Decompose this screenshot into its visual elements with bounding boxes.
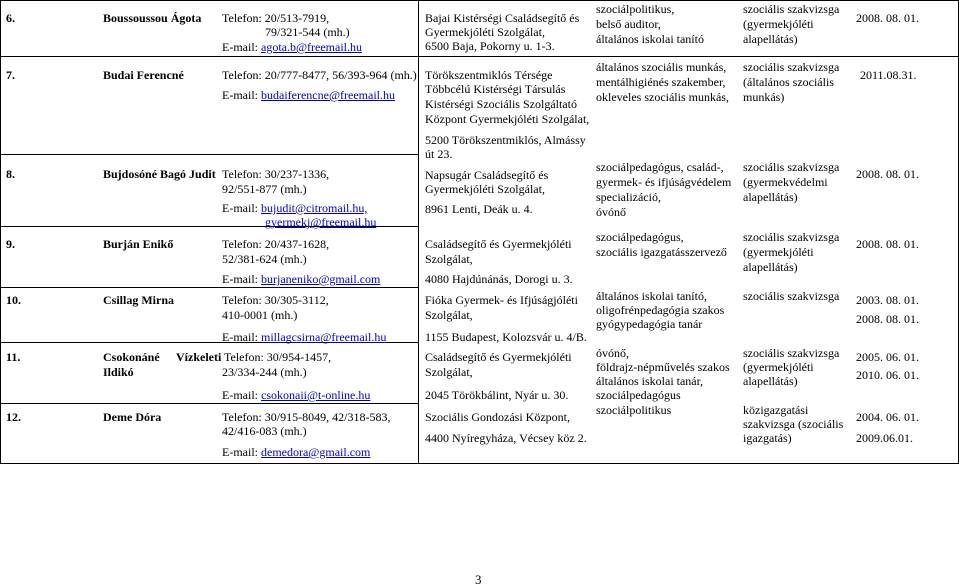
date: 2008. 08. 01. [856, 237, 919, 251]
qualification-line: specializáció, [596, 190, 661, 204]
email-link[interactable]: burjaneniko@gmail.com [261, 272, 381, 286]
address: 8961 Lenti, Deák u. 4. [425, 202, 533, 216]
exam-line: szakvizsga (szociális [743, 417, 844, 431]
row-number: 7. [6, 68, 15, 82]
row-number: 11. [6, 350, 21, 364]
qualification-line: szociálpedagógus, [596, 230, 684, 244]
qualification-line: szociálpedagógus, család-, [596, 160, 724, 174]
qualification-line: általános iskolai tanár, [596, 374, 704, 388]
exam-line: (gyermekvédelmi [743, 175, 828, 189]
row-divider [0, 56, 959, 57]
row-number: 8. [6, 167, 15, 181]
org-line: Szolgálat, [425, 365, 473, 379]
address: 2045 Törökbálint, Nyár u. 30. [425, 388, 569, 402]
column-divider [0, 0, 1, 464]
phone-line: Telefon: 20/513-7919, [222, 11, 330, 25]
person-name-line: Ildikó [103, 365, 134, 379]
qualification-line: általános iskolai tanító, [596, 289, 707, 303]
exam-line: (általános szociális [743, 75, 834, 89]
row-divider [0, 0, 959, 1]
email-field: E-mail: bujudit@citromail.hu, [222, 201, 368, 215]
org-line: Családsegítő és Gyermekjóléti [425, 237, 572, 251]
email-link[interactable]: demedora@gmail.com [261, 445, 371, 459]
date: 2011.08.31. [860, 68, 917, 82]
org-line: Szolgálat, [425, 252, 473, 266]
qualification-line: gyógypedagógia tanár [596, 317, 703, 331]
qualification-line: óvónő [596, 205, 626, 219]
row-number: 12. [6, 410, 21, 424]
qualification-line: szociálpedagógus [596, 388, 681, 402]
qualification-line: mentálhigiénés szakember, [596, 75, 726, 89]
exam-line: szociális szakvizsga [743, 230, 840, 244]
person-name: Bujdosóné Bagó Judit [103, 167, 216, 181]
org-line: Fióka Gyermek- és Ifjúságjóléti [425, 293, 578, 307]
phone-line: 42/416-083 (mh.) [222, 424, 307, 438]
email-link[interactable]: gyermekj@freemail.hu [265, 215, 377, 229]
row-number: 10. [6, 293, 21, 307]
email-link[interactable]: bujudit@citromail.hu, [261, 201, 368, 215]
exam-line: (gyermekjóléti [743, 360, 814, 374]
person-name: Boussoussou Ágota [103, 11, 202, 25]
person-name: Budai Ferencné [103, 68, 184, 82]
email-field: E-mail: csokonaii@t-online.hu [222, 388, 371, 402]
email-link[interactable]: budaiferencne@freemail.hu [261, 88, 395, 102]
qualification-line: általános szociális munkás, [596, 60, 727, 74]
row-divider [0, 154, 418, 155]
qualification-line: gyermek- és ifjúságvédelem [596, 175, 732, 189]
date: 2008. 08. 01. [856, 312, 919, 326]
person-name: Csillag Mirna [103, 293, 174, 307]
qualification-line: szociálpolitikus [596, 403, 672, 417]
person-name-line: Csokonáné [103, 350, 160, 364]
row-number: 6. [6, 11, 15, 25]
email-field: E-mail: millagcsirna@freemail.hu [222, 330, 387, 344]
email-field: E-mail: demedora@gmail.com [222, 445, 371, 459]
address: 6500 Baja, Pokorny u. 1-3. [425, 39, 555, 53]
exam-line: szociális szakvizsga [743, 60, 840, 74]
exam-line: szociális szakvizsga [743, 346, 840, 360]
qualification-line: óvónő, [596, 346, 629, 360]
qualification-line: földrajz-népművelés szakos [596, 360, 730, 374]
exam-line: igazgatás) [743, 431, 792, 445]
qualification-line: szociálpolitikus, [596, 2, 675, 16]
phone-line: 92/551-877 (mh.) [222, 182, 307, 196]
page-number: 3 [475, 572, 482, 587]
phone-line: Telefon: 30/305-3112, [222, 293, 329, 307]
phone-line: 410-0001 (mh.) [222, 308, 298, 322]
phone-line: Telefon: 20/777-8477, 56/393-964 (mh.) [222, 68, 417, 82]
date: 2010. 06. 01. [856, 368, 919, 382]
email-link[interactable]: millagcsirna@freemail.hu [261, 330, 387, 344]
date: 2009.06.01. [856, 431, 913, 445]
org-line: Gyermekjóléti Szolgálat, [425, 25, 545, 39]
date: 2008. 08. 01. [856, 167, 919, 181]
org-line: Családsegítő és Gyermekjóléti [425, 350, 572, 364]
person-name: Burján Enikő [103, 237, 174, 251]
exam-line: (gyermekjóléti [743, 245, 814, 259]
qualification-line: okleveles szociális munkás, [596, 90, 729, 104]
org-line: Központ Gyermekjóléti Szolgálat, [425, 112, 590, 126]
email-link[interactable]: csokonaii@t-online.hu [261, 388, 371, 402]
exam-line: közigazgatási [743, 403, 809, 417]
date: 2005. 06. 01. [856, 350, 919, 364]
address-line: út 23. [425, 147, 453, 161]
org-line: Szolgálat, [425, 308, 473, 322]
exam-line: (gyermekjóléti [743, 17, 814, 31]
phone-line: 52/381-624 (mh.) [222, 252, 307, 266]
qualification-line: belső auditor, [596, 17, 661, 31]
row-divider [0, 403, 418, 404]
org-line: Gyermekjóléti Szolgálat, [425, 182, 545, 196]
address-line: 5200 Törökszentmiklós, Almássy [425, 133, 586, 147]
row-divider [0, 287, 418, 288]
date: 2004. 06. 01. [856, 410, 919, 424]
row-number: 9. [6, 237, 15, 251]
person-name: Deme Dóra [103, 410, 162, 424]
phone-line: Telefon: 30/915-8049, 42/318-583, [222, 410, 391, 424]
exam-line: alapellátás) [743, 32, 798, 46]
org-line: Kistérségi Szociális Szolgáltató [425, 97, 577, 111]
org-line: Többcélú Kistérségi Társulás [425, 82, 566, 96]
qualification-line: szociális igazgatásszervező [596, 245, 727, 259]
qualification-line: általános iskolai tanító [596, 32, 704, 46]
exam-line: szociális szakvizsga [743, 2, 840, 16]
org-line: Napsugár Családsegítő és [425, 168, 549, 182]
email-field: E-mail: agota.b@freemail.hu [222, 40, 363, 54]
exam-line: szociális szakvizsga [743, 289, 840, 303]
address: 1155 Budapest, Kolozsvár u. 4/B. [425, 330, 587, 344]
exam-line: szociális szakvizsga [743, 160, 840, 174]
date: 2003. 08. 01. [856, 293, 919, 307]
phone-line: Telefon: 20/437-1628, [222, 237, 330, 251]
exam-line: alapellátás) [743, 260, 798, 274]
row-divider [0, 463, 959, 464]
exam-line: alapellátás) [743, 374, 798, 388]
org-line: Szociális Gondozási Központ, [425, 410, 570, 424]
exam-line: alapellátás) [743, 190, 798, 204]
phone-line: Telefon: 30/954-1457, [224, 350, 332, 364]
phone-line: 23/334-244 (mh.) [222, 365, 307, 379]
date: 2008. 08. 01. [856, 11, 919, 25]
person-name-line: Vízkeleti [176, 350, 222, 364]
column-divider [418, 0, 419, 464]
phone-line: Telefon: 30/237-1336, [222, 167, 330, 181]
exam-line: munkás) [743, 90, 785, 104]
phone-line: 79/321-544 (mh.) [265, 25, 350, 39]
email-field: E-mail: budaiferencne@freemail.hu [222, 88, 395, 102]
email-field: E-mail: burjaneniko@gmail.com [222, 272, 381, 286]
address: 4080 Hajdúnánás, Dorogi u. 3. [425, 272, 573, 286]
org-line: Törökszentmiklós Térsége [425, 68, 553, 82]
address: 4400 Nyíregyháza, Vécsey köz 2. [425, 431, 587, 445]
qualification-line: oligofrénpedagógia szakos [596, 303, 725, 317]
org-line: Bajai Kistérségi Családsegítő és [425, 11, 580, 25]
email-link[interactable]: agota.b@freemail.hu [261, 40, 363, 54]
